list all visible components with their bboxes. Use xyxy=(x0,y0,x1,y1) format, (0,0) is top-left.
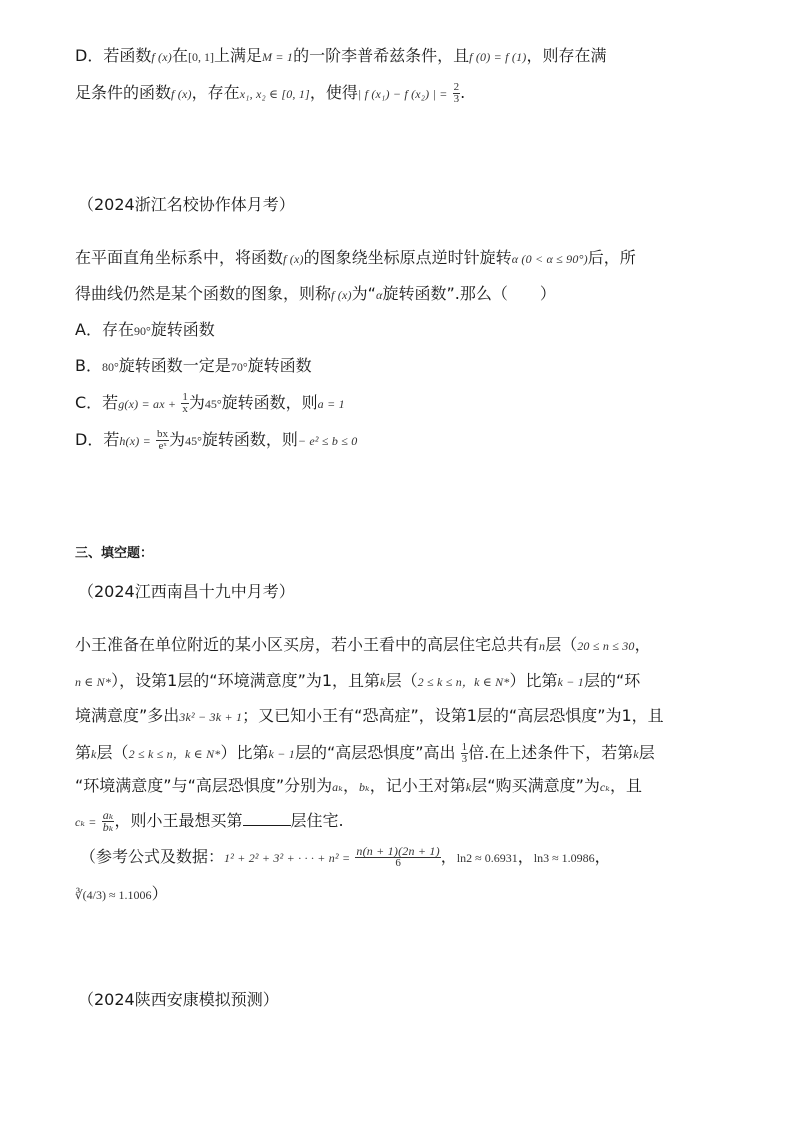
section-title: 三、填空题： xyxy=(75,546,154,561)
question-source: （2024浙江名校协作体月考） xyxy=(78,195,295,214)
q2-line8: ∛(4/3) ≈ 1.1006） xyxy=(75,884,168,903)
fraction: $\frac{1}{x}$ xyxy=(182,391,188,415)
q1-option-a: A．存在90°旋转函数 xyxy=(75,320,215,339)
q2-line4: 第k层（2 ≤ k ≤ n，k ∈ N*）比第k − 1层的“高层恐惧度”高出 $\frac{1}{3}$ 倍.在上述条件下，若第k层 xyxy=(75,741,655,765)
q2-line5: “环境满意度”与“高层恐惧度”分别为aₖ，bₖ，记小王对第k层“购买满意度”为cₖ，且 xyxy=(75,776,643,795)
q1-stem-line2: 得曲线仍然是某个函数的图象，则称f (x)为“α旋转函数”.那么（ ） xyxy=(75,284,556,303)
fraction: $\frac{bx}{\text{eˣ}}$ xyxy=(157,428,169,452)
answer-blank[interactable] xyxy=(243,811,291,826)
question-source: （2024陕西安康模拟预测） xyxy=(78,990,279,1009)
fraction: $\frac{\text{aₖ}}{\text{bₖ}}$ xyxy=(102,808,114,834)
prev-option-d-line1: D．若函数f (x)在[0, 1]上满足M = 1的一阶李普希兹条件，且f (0) = f (1)，则存在满 xyxy=(75,46,607,65)
q2-line3: 境满意度”多出3k² − 3k + 1；又已知小王有“恐高症”，设第1层的“高层恐惧度”为1，且 xyxy=(75,706,664,725)
q2-line2: n ∈ N*），设第1层的“环境满意度”为1，且第k层（2 ≤ k ≤ n，k ∈ N*）比第k − 1层的“环 xyxy=(75,671,641,690)
q1-option-c: C．若g(x) = ax + $\frac{1}{x}$ 为45°旋转函数，则a = 1 xyxy=(75,391,345,415)
q2-line6: cₖ = $\frac{\text{aₖ}}{\text{bₖ}}$ ，则小王最想买第 层住宅. xyxy=(75,808,344,834)
q2-line1: 小王准备在单位附近的某小区买房，若小王看中的高层住宅总共有n层（20 ≤ n ≤ 30， xyxy=(75,635,651,654)
fraction: $\frac{1}{3}$ xyxy=(461,741,468,765)
fraction: $\frac{2}{3}$ xyxy=(453,81,460,105)
prev-option-d-line2: 足条件的函数f (x)，存在x₁, x₂ ∈ [0, 1]，使得| f (x₁) − f (x₂) | = $\frac{2}{3}$ . xyxy=(75,81,466,105)
question-source: （2024江西南昌十九中月考） xyxy=(78,582,295,601)
q2-line7: （参考公式及数据：1² + 2² + 3² + · · · + n² = $\frac{n(n + 1)(2n + 1)}{6}$ ，ln2 ≈ 0.6931，ln3 ≈ 1.0986， xyxy=(80,844,611,869)
fraction: $\frac{n(n + 1)(2n + 1)}{6}$ xyxy=(356,844,440,869)
q1-stem-line1: 在平面直角坐标系中，将函数f (x)的图象绕坐标原点逆时针旋转α (0 < α ≤ 90°)后，所 xyxy=(75,248,636,267)
q1-option-b: B．80°旋转函数一定是70°旋转函数 xyxy=(75,356,312,375)
q1-option-d: D．若h(x) = $\frac{bx}{\text{eˣ}}$ 为45°旋转函数，则− e² ≤ b ≤ 0 xyxy=(75,428,358,452)
